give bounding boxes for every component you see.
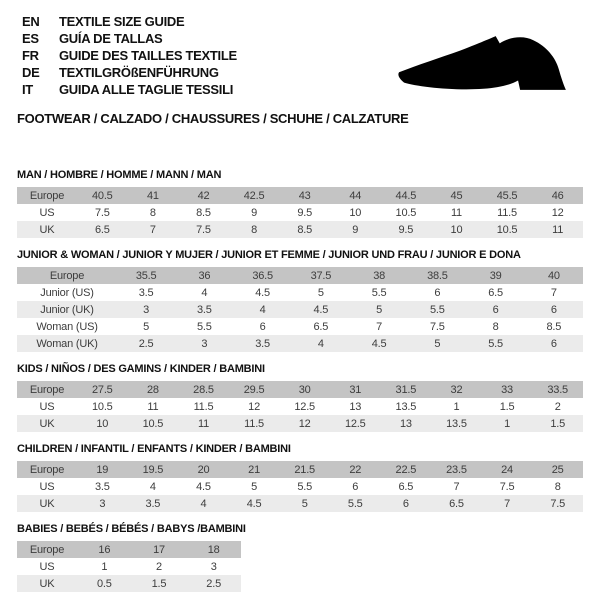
size-value: 7.5 — [196, 223, 211, 236]
size-value: 7.5 — [499, 480, 515, 493]
row-label: US — [39, 560, 55, 573]
size-value: 42.5 — [243, 189, 265, 202]
size-value: 37.5 — [310, 269, 332, 282]
size-value: 5.5 — [430, 303, 445, 316]
size-value: 11.5 — [497, 206, 517, 219]
size-value: 29.5 — [243, 383, 265, 396]
size-value: 13.5 — [395, 400, 417, 413]
size-value: 7.5 — [550, 497, 566, 510]
size-value: 40.5 — [91, 189, 113, 202]
size-value: 2 — [554, 400, 561, 413]
size-value: 12 — [298, 417, 311, 430]
language-row — [22, 13, 583, 30]
row-label: Europe — [29, 463, 65, 476]
section-title: MAN / HOMBRE / HOMME / MANN / MAN — [17, 169, 222, 181]
table-row — [17, 301, 583, 318]
size-value: 3.5 — [145, 497, 161, 510]
size-value: 36 — [198, 269, 211, 282]
row-label: Woman (UK) — [36, 337, 98, 350]
size-value: 45 — [450, 189, 463, 202]
size-value: 27.5 — [91, 383, 113, 396]
size-table-body — [17, 541, 241, 592]
table-row — [17, 284, 583, 301]
size-value: 10.5 — [142, 417, 164, 430]
size-value: 22 — [349, 463, 362, 476]
size-value: 8 — [554, 480, 561, 493]
size-value: 5 — [376, 303, 383, 316]
size-value: 38 — [373, 269, 386, 282]
size-value: 6 — [492, 303, 499, 316]
table-row — [17, 267, 583, 284]
size-value: 10 — [96, 417, 109, 430]
size-value: 11 — [147, 400, 159, 413]
size-value: 33 — [501, 383, 513, 396]
size-value: 10.5 — [496, 223, 518, 236]
size-value: 12 — [248, 400, 260, 413]
size-value: 22.5 — [395, 463, 417, 476]
row-label: US — [39, 206, 55, 219]
size-table — [17, 267, 583, 352]
language-label: TEXTILE SIZE GUIDE — [59, 14, 185, 29]
table-row — [17, 541, 241, 558]
row-label: UK — [39, 497, 55, 510]
size-value: 12.5 — [294, 400, 315, 413]
size-value: 6 — [259, 320, 266, 333]
size-value: 10 — [349, 206, 362, 219]
size-value: 1.5 — [550, 417, 566, 430]
size-value: 11 — [197, 417, 209, 430]
size-value: 12.5 — [344, 417, 366, 430]
size-value: 3.5 — [255, 337, 270, 350]
size-value: 35.5 — [135, 269, 157, 282]
size-value: 10.5 — [91, 400, 113, 413]
size-value: 6.5 — [488, 286, 503, 299]
size-value: 9.5 — [297, 206, 313, 219]
size-value: 11 — [552, 223, 564, 236]
size-value: 24 — [501, 463, 513, 476]
size-value: 19 — [96, 463, 109, 476]
size-value: 5 — [301, 497, 308, 510]
table-row — [17, 381, 583, 398]
size-value: 5 — [317, 286, 324, 299]
size-value: 4 — [149, 480, 156, 493]
size-value: 45.5 — [496, 189, 518, 202]
size-table — [17, 381, 583, 432]
size-value: 5.5 — [371, 286, 387, 299]
row-label: Europe — [29, 189, 65, 202]
table-row — [17, 187, 583, 204]
size-value: 5.5 — [347, 497, 363, 510]
size-value: 11.5 — [244, 417, 264, 430]
size-value: 13 — [399, 417, 412, 430]
size-value: 9 — [352, 223, 359, 236]
size-value: 3 — [210, 560, 217, 573]
size-value: 7 — [504, 497, 510, 510]
size-value: 7 — [550, 286, 557, 299]
size-value: 44 — [349, 189, 362, 202]
size-section — [17, 249, 583, 352]
size-value: 4 — [201, 286, 208, 299]
size-value: 42 — [197, 189, 210, 202]
size-tables — [17, 169, 583, 592]
size-value: 13 — [349, 400, 362, 413]
size-value: 9 — [251, 206, 258, 219]
size-value: 4.5 — [255, 286, 270, 299]
size-value: 13.5 — [446, 417, 467, 430]
section-title: BABIES / BEBÉS / BÉBÉS / BABYS /BAMBINI — [17, 523, 246, 535]
header — [17, 13, 583, 126]
size-value: 3.5 — [197, 303, 212, 316]
size-value: 3 — [143, 303, 150, 316]
size-value: 6 — [352, 480, 359, 493]
size-value: 39 — [489, 269, 502, 282]
table-row — [17, 558, 241, 575]
language-label: GUIDA ALLE TAGLIE TESSILI — [59, 82, 234, 97]
language-label: TEXTILGRÖßENFÜHRUNG — [59, 65, 219, 80]
size-value: 33.5 — [547, 383, 568, 396]
size-value: 20 — [197, 463, 210, 476]
language-code: IT — [22, 82, 33, 97]
row-label: Europe — [49, 269, 85, 282]
table-row — [17, 415, 583, 432]
size-value: 7.5 — [430, 320, 445, 333]
language-code: FR — [22, 48, 39, 63]
size-value: 1.5 — [499, 400, 515, 413]
size-value: 23.5 — [446, 463, 467, 476]
size-value: 4.5 — [371, 337, 387, 350]
size-value: 4.5 — [313, 303, 329, 316]
row-label: Junior (UK) — [40, 303, 94, 316]
size-value: 5.5 — [197, 320, 212, 333]
size-value: 21.5 — [294, 463, 315, 476]
size-value: 7 — [149, 223, 156, 236]
size-table — [17, 187, 583, 238]
size-value: 21 — [248, 463, 260, 476]
size-value: 10 — [450, 223, 463, 236]
size-value: 28 — [146, 383, 159, 396]
row-label: UK — [39, 417, 55, 430]
row-label: Europe — [29, 543, 65, 556]
size-value: 6 — [402, 497, 409, 510]
size-value: 41 — [146, 189, 159, 202]
row-label: Europe — [29, 383, 65, 396]
language-code: DE — [22, 65, 40, 80]
size-value: 25 — [551, 463, 564, 476]
size-value: 8.5 — [196, 206, 211, 219]
table-row — [17, 478, 583, 495]
size-value: 4 — [200, 497, 207, 510]
size-value: 10.5 — [395, 206, 417, 219]
row-label: UK — [39, 577, 55, 590]
size-value: 8 — [251, 223, 258, 236]
size-value: 19.5 — [142, 463, 164, 476]
size-value: 40 — [547, 269, 560, 282]
size-value: 11 — [450, 206, 462, 219]
category-heading: FOOTWEAR / CALZADO / CHAUSSURES / SCHUHE / CALZATURE — [17, 111, 409, 126]
size-value: 3 — [99, 497, 106, 510]
table-row — [17, 575, 241, 592]
size-value: 2 — [156, 560, 162, 573]
size-value: 3 — [201, 337, 208, 350]
row-label: US — [39, 400, 55, 413]
size-value: 3.5 — [94, 480, 110, 493]
size-value: 6.5 — [313, 320, 329, 333]
size-value: 7 — [376, 320, 383, 333]
size-section — [17, 523, 583, 592]
size-value: 12 — [551, 206, 564, 219]
size-value: 46 — [551, 189, 564, 202]
size-value: 17 — [153, 543, 165, 556]
language-code: ES — [22, 31, 39, 46]
size-value: 32 — [450, 383, 463, 396]
table-row — [17, 318, 583, 335]
size-value: 7.5 — [94, 206, 110, 219]
table-row — [17, 204, 583, 221]
size-value: 18 — [207, 543, 220, 556]
size-value: 43 — [298, 189, 311, 202]
size-value: 0.5 — [96, 577, 112, 590]
section-title: JUNIOR & WOMAN / JUNIOR Y MUJER / JUNIOR ET FEMME / JUNIOR UND FRAU / JUNIOR E DONA — [17, 249, 521, 261]
section-title: CHILDREN / INFANTIL / ENFANTS / KINDER / BAMBINI — [17, 443, 291, 455]
size-table — [17, 461, 583, 512]
size-value: 6 — [550, 303, 557, 316]
size-section — [17, 363, 583, 432]
size-value: 5 — [143, 320, 150, 333]
size-value: 4 — [317, 337, 324, 350]
size-value: 5.5 — [297, 480, 313, 493]
shoe-icon — [397, 33, 573, 95]
table-row — [17, 461, 583, 478]
size-table-body — [17, 381, 583, 432]
size-value: 1 — [504, 417, 510, 430]
size-value: 31.5 — [395, 383, 417, 396]
row-label: UK — [39, 223, 55, 236]
section-title: KIDS / NIÑOS / DES GAMINS / KINDER / BAMBINI — [17, 363, 265, 375]
size-value: 9.5 — [398, 223, 414, 236]
size-value: 6.5 — [94, 223, 110, 236]
size-value: 5.5 — [488, 337, 503, 350]
size-value: 16 — [98, 543, 111, 556]
row-label: Woman (US) — [36, 320, 98, 333]
size-value: 36.5 — [252, 269, 273, 282]
size-value: 6.5 — [449, 497, 464, 510]
size-table — [17, 541, 241, 592]
size-value: 5 — [251, 480, 258, 493]
language-label: GUÍA DE TALLAS — [59, 31, 163, 46]
size-value: 8.5 — [546, 320, 562, 333]
size-section — [17, 169, 583, 238]
size-value: 28.5 — [193, 383, 214, 396]
size-value: 2.5 — [138, 337, 154, 350]
size-value: 44.5 — [395, 189, 417, 202]
shoe-icon-path — [398, 36, 565, 90]
size-value: 3.5 — [138, 286, 154, 299]
size-value: 4.5 — [246, 497, 262, 510]
row-label: US — [39, 480, 55, 493]
size-value: 6 — [550, 337, 557, 350]
size-value: 4 — [259, 303, 266, 316]
size-table-body — [17, 187, 583, 238]
size-value: 1 — [101, 560, 108, 573]
size-table-body — [17, 267, 583, 352]
size-value: 6.5 — [398, 480, 414, 493]
table-row — [17, 335, 583, 352]
size-value: 8 — [492, 320, 499, 333]
size-value: 7 — [453, 480, 460, 493]
table-row — [17, 495, 583, 512]
size-value: 30 — [298, 383, 311, 396]
size-value: 5 — [434, 337, 441, 350]
size-value: 6 — [434, 286, 441, 299]
language-code: EN — [22, 14, 40, 29]
row-label: Junior (US) — [40, 286, 94, 299]
size-value: 8.5 — [297, 223, 313, 236]
size-value: 4.5 — [196, 480, 211, 493]
size-value: 2.5 — [206, 577, 221, 590]
size-value: 38.5 — [427, 269, 448, 282]
size-value: 11.5 — [193, 400, 214, 413]
table-row — [17, 398, 583, 415]
size-value: 1 — [453, 400, 460, 413]
size-value: 8 — [149, 206, 156, 219]
size-table-body — [17, 461, 583, 512]
size-value: 31 — [349, 383, 362, 396]
size-section — [17, 443, 583, 512]
language-label: GUIDE DES TAILLES TEXTILE — [59, 48, 237, 63]
table-row — [17, 221, 583, 238]
size-value: 1.5 — [151, 577, 167, 590]
